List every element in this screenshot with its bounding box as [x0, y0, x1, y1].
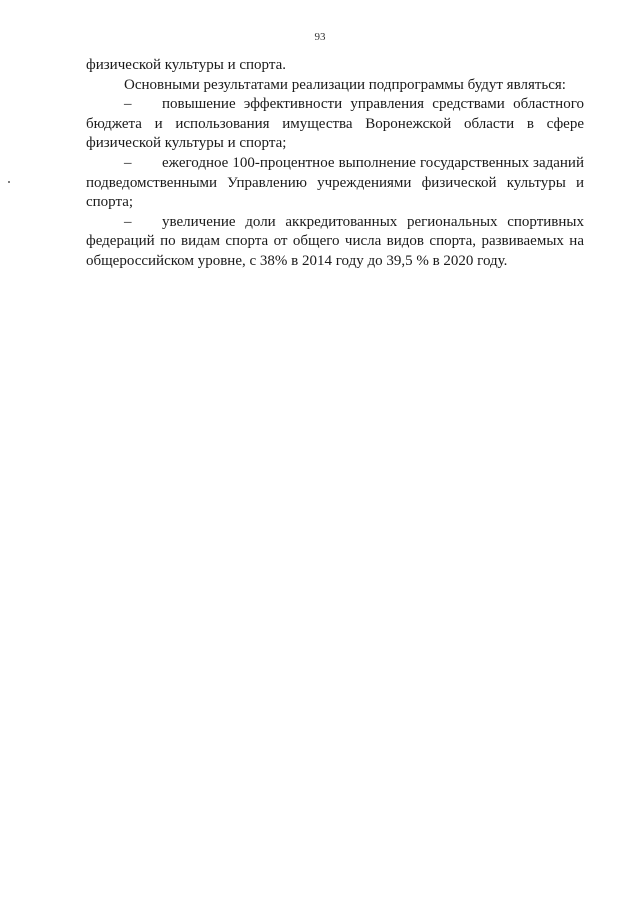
list-item-text: увеличение доли аккредитованных региональных спортивных федераций по видам спорта от общего числа видов спорта, развиваемых на общероссийском уровне, с 38% в 2014 году до 39,5 % в 2020 году.: [86, 213, 584, 269]
continuation-paragraph: физической культуры и спорта.: [86, 57, 287, 73]
bullet-dash: –: [124, 96, 132, 113]
document-body: [86, 56, 584, 272]
list-item: [86, 95, 584, 154]
bullet-dash: –: [124, 213, 132, 230]
list-item-text: повышение эффективности управления средствами областного бюджета и использования имущества Воронежской области в сфере физической культуры и спорта;: [86, 96, 584, 152]
intro-paragraph: Основными результатами реализации подпрограммы будут являться:: [124, 76, 566, 93]
bullet-dash: –: [124, 154, 132, 171]
page-number: 93: [314, 31, 326, 43]
list-item-text: ежегодное 100-процентное выполнение государственных заданий подведомственными Управлению учреждениями физической культуры и спорта;: [86, 154, 584, 211]
margin-speck: [8, 181, 10, 183]
list-item: [86, 213, 584, 272]
list-item: [86, 154, 584, 213]
